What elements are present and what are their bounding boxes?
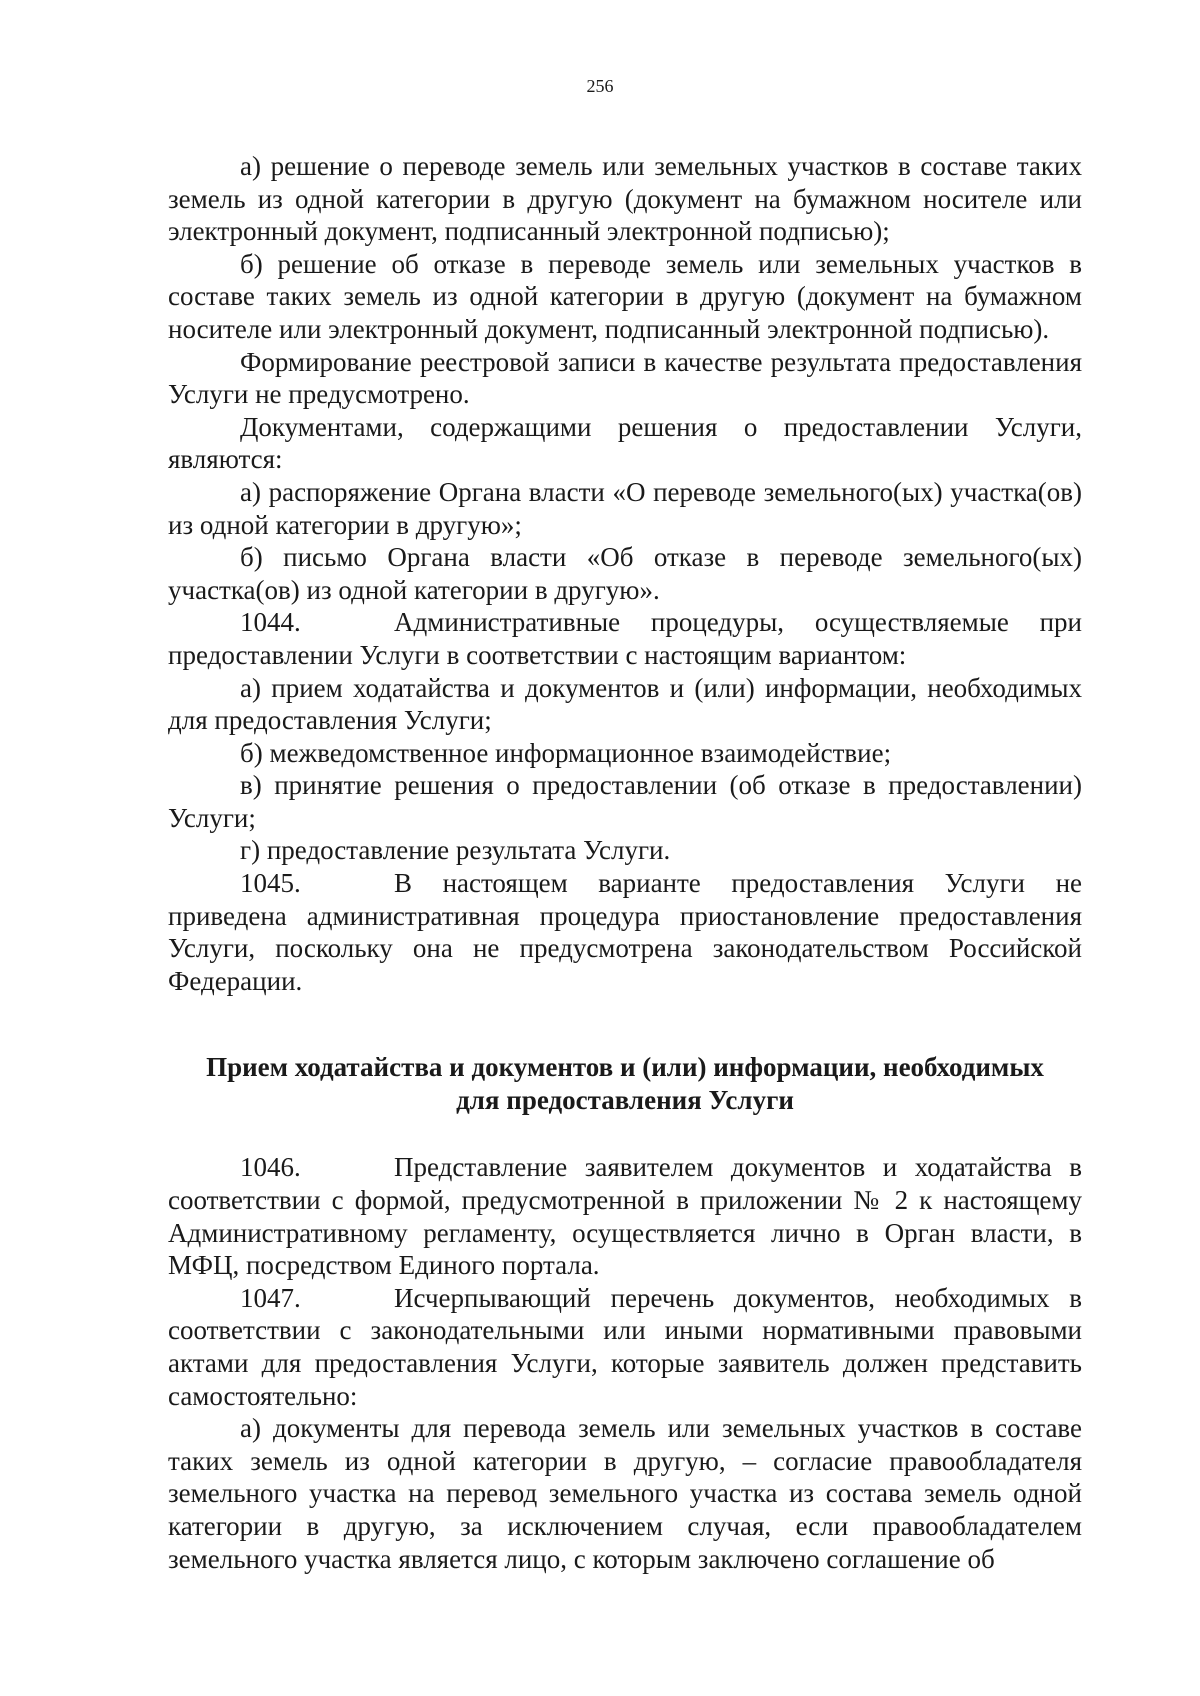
- section-heading-line-1: Прием ходатайства и документов и (или) информации, необходимых: [206, 1052, 1044, 1083]
- paragraph-text: Представление заявителем документов и ходатайства в соответствии с формой, предусмотренной в приложении № 2 к настоящему Административному регламенту, осуществляется лично в Орган власти, в МФЦ, посредством Единого портала.: [168, 1152, 1082, 1281]
- paragraph-text: г) предоставление результата Услуги.: [240, 835, 671, 866]
- section-heading-line-2: для предоставления Услуги: [456, 1085, 794, 1116]
- clause-number: 1046.: [240, 1152, 301, 1183]
- paragraph-text: б) письмо Органа власти «Об отказе в переводе земельного(ых) участка(ов) из одной категории в другую».: [168, 542, 1082, 605]
- paragraphs-bottom: [168, 1151, 1082, 1575]
- paragraph: [168, 834, 1082, 867]
- document-body: [168, 150, 1082, 1575]
- paragraph: [168, 476, 1082, 541]
- clause-number: 1044.: [240, 607, 301, 638]
- paragraph-text: Документами, содержащими решения о предоставлении Услуги, являются:: [168, 411, 1082, 475]
- paragraph-text: Формирование реестровой записи в качестве результата предоставления Услуги не предусмотрено.: [168, 346, 1082, 410]
- paragraph: [168, 411, 1082, 476]
- paragraph-text: Исчерпывающий перечень документов, необходимых в соответствии с законодательными или иными нормативными правовыми актами для предоставления Услуги, которые заявитель должен представить самостоятельно:: [168, 1282, 1082, 1411]
- paragraph: [168, 1282, 1082, 1412]
- paragraph-text: а) распоряжение Органа власти «О переводе земельного(ых) участка(ов) из одной категории в другую»;: [168, 476, 1082, 540]
- section-heading: [168, 1051, 1082, 1117]
- paragraph-text: а) документы для перевода земель или земельных участков в составе таких земель из одной категории в другую, – согласие правообладателя земельного участка на перевод земельного участка из состава земель одной категории в другую, за исключением случая, если правообладателем земельного участка является лицо, с которым заключено соглашение об: [168, 1413, 1082, 1574]
- paragraphs-top: [168, 150, 1082, 997]
- paragraph-text: Административные процедуры, осуществляемые при предоставлении Услуги в соответствии с настоящим вариантом:: [168, 607, 1082, 670]
- paragraph-text: б) межведомственное информационное взаимодействие;: [240, 737, 892, 768]
- clause-number: 1047.: [240, 1282, 301, 1313]
- paragraph-text: В настоящем варианте предоставления Услуги не приведена административная процедура приостановление предоставления Услуги, поскольку она не предусмотрена законодательством Российской Федерации.: [168, 868, 1082, 996]
- paragraph-text: б) решение об отказе в переводе земель или земельных участков в составе таких земель из одной категории в другую (документ на бумажном носителе или электронный документ, подписанный электронной подписью).: [168, 248, 1082, 344]
- paragraph: [168, 1412, 1082, 1575]
- clause-number: 1045.: [240, 868, 301, 899]
- paragraph: [168, 1151, 1082, 1281]
- paragraph-text: а) решение о переводе земель или земельных участков в составе таких земель из одной категории в другую (документ на бумажном носителе или электронный документ, подписанный электронной подписью);: [168, 151, 1082, 247]
- page-number: 256: [586, 76, 614, 96]
- paragraph: [168, 769, 1082, 834]
- paragraph: [168, 672, 1082, 737]
- paragraph: [168, 541, 1082, 606]
- paragraph: [168, 737, 1082, 770]
- paragraph-text: в) принятие решения о предоставлении (об отказе в предоставлении) Услуги;: [168, 770, 1082, 833]
- paragraph-text: а) прием ходатайства и документов и (или) информации, необходимых для предоставления Услуги;: [168, 672, 1082, 736]
- paragraph: [168, 606, 1082, 671]
- paragraph: [168, 150, 1082, 248]
- paragraph: [168, 346, 1082, 411]
- paragraph: [168, 248, 1082, 346]
- paragraph: [168, 867, 1082, 997]
